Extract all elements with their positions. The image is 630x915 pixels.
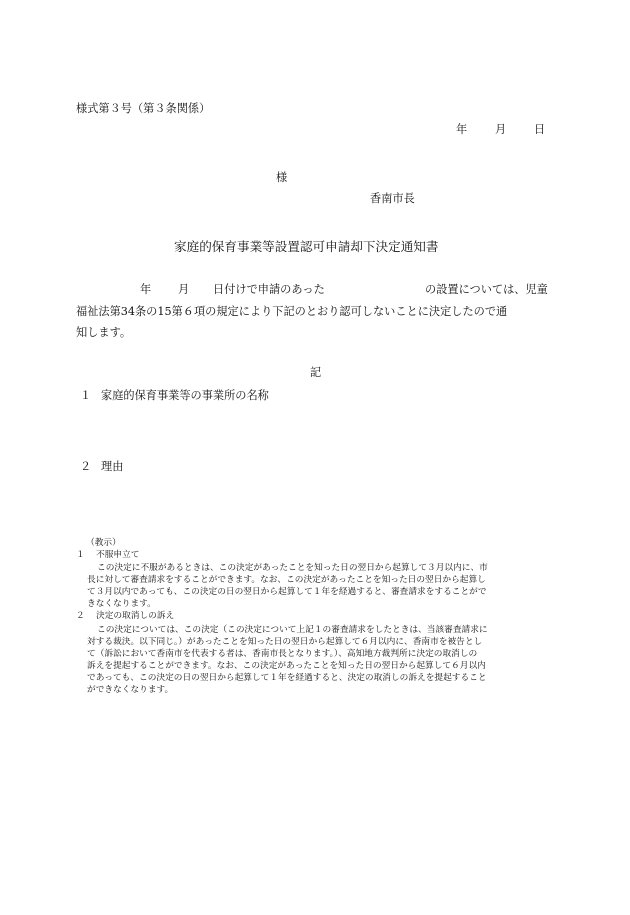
notice-text-line: であっても、この決定の日の翌日から起算して１年を経過すると、決定の取消しの訴えを提起すること [87,673,487,683]
ki-mark: 記 [310,366,322,379]
item-number: ２ [80,460,92,473]
date-year-label: 年 [456,123,468,136]
notice-text-line: 対する裁決。以下同じ。）があったことを知った日の翌日から起算して６月以内に、香南市を被告とし [87,637,483,647]
notice-section-number: ２ [76,611,85,621]
body-month: 月 [178,283,190,296]
item-label: 理由 [101,460,124,473]
addressee-suffix: 様 [276,171,288,184]
date-day-label: 日 [534,123,546,136]
body-line3: 知します。 [76,326,132,339]
notice-text-line: この決定については、この決定（この決定について上記１の審査請求をしたときは、当該審査請求に [97,625,488,635]
body-line2: 福祉法第34条の15第６項の規定により下記のとおり認可しないことに決定したので通 [76,305,508,318]
body-year: 年 [140,283,152,296]
item-label: 家庭的保育事業等の事業所の名称 [101,389,269,402]
notice-text-line: て（訴訟において香南市を代表する者は、香南市長となります。）、高知地方裁判所に決定の取消しの [87,649,478,659]
notice-text-line: この決定に不服があるときは、この決定があったことを知った日の翌日から起算して３月以内に、市 [97,563,488,573]
date-month-label: 月 [495,123,507,136]
notice-section-title: 決定の取消しの訴え [96,611,175,621]
document-title: 家庭的保育事業等設置認可申請却下決定通知書 [174,239,439,254]
notice-section-title: 不服申立て [96,550,140,560]
notice-section-number: １ [76,550,85,560]
notice-heading: （教示） [86,538,121,548]
notice-text-line: 訴えを提起することができます。なお、この決定があったことを知った日の翌日から起算して６月以内 [87,661,486,671]
notice-text-line: て３月以内であっても、この決定の日の翌日から起算して１年を経過すると、審査請求をすることがで [87,587,487,597]
body-day-text: 日付けで申請のあった [213,283,325,296]
notice-text-line: きなくなります。 [87,599,156,609]
form-number: 様式第３号（第３条関係） [76,102,211,115]
notice-text-line: 長に対して審査請求をすることができます。なお、この決定があったことを知った日の翌日から起算し [87,575,486,585]
issuer-name: 香南市長 [370,192,415,205]
item-number: １ [80,389,92,402]
notice-text-line: ができなくなります。 [87,685,174,695]
body-line1-tail: の設置については、児童 [425,283,548,296]
